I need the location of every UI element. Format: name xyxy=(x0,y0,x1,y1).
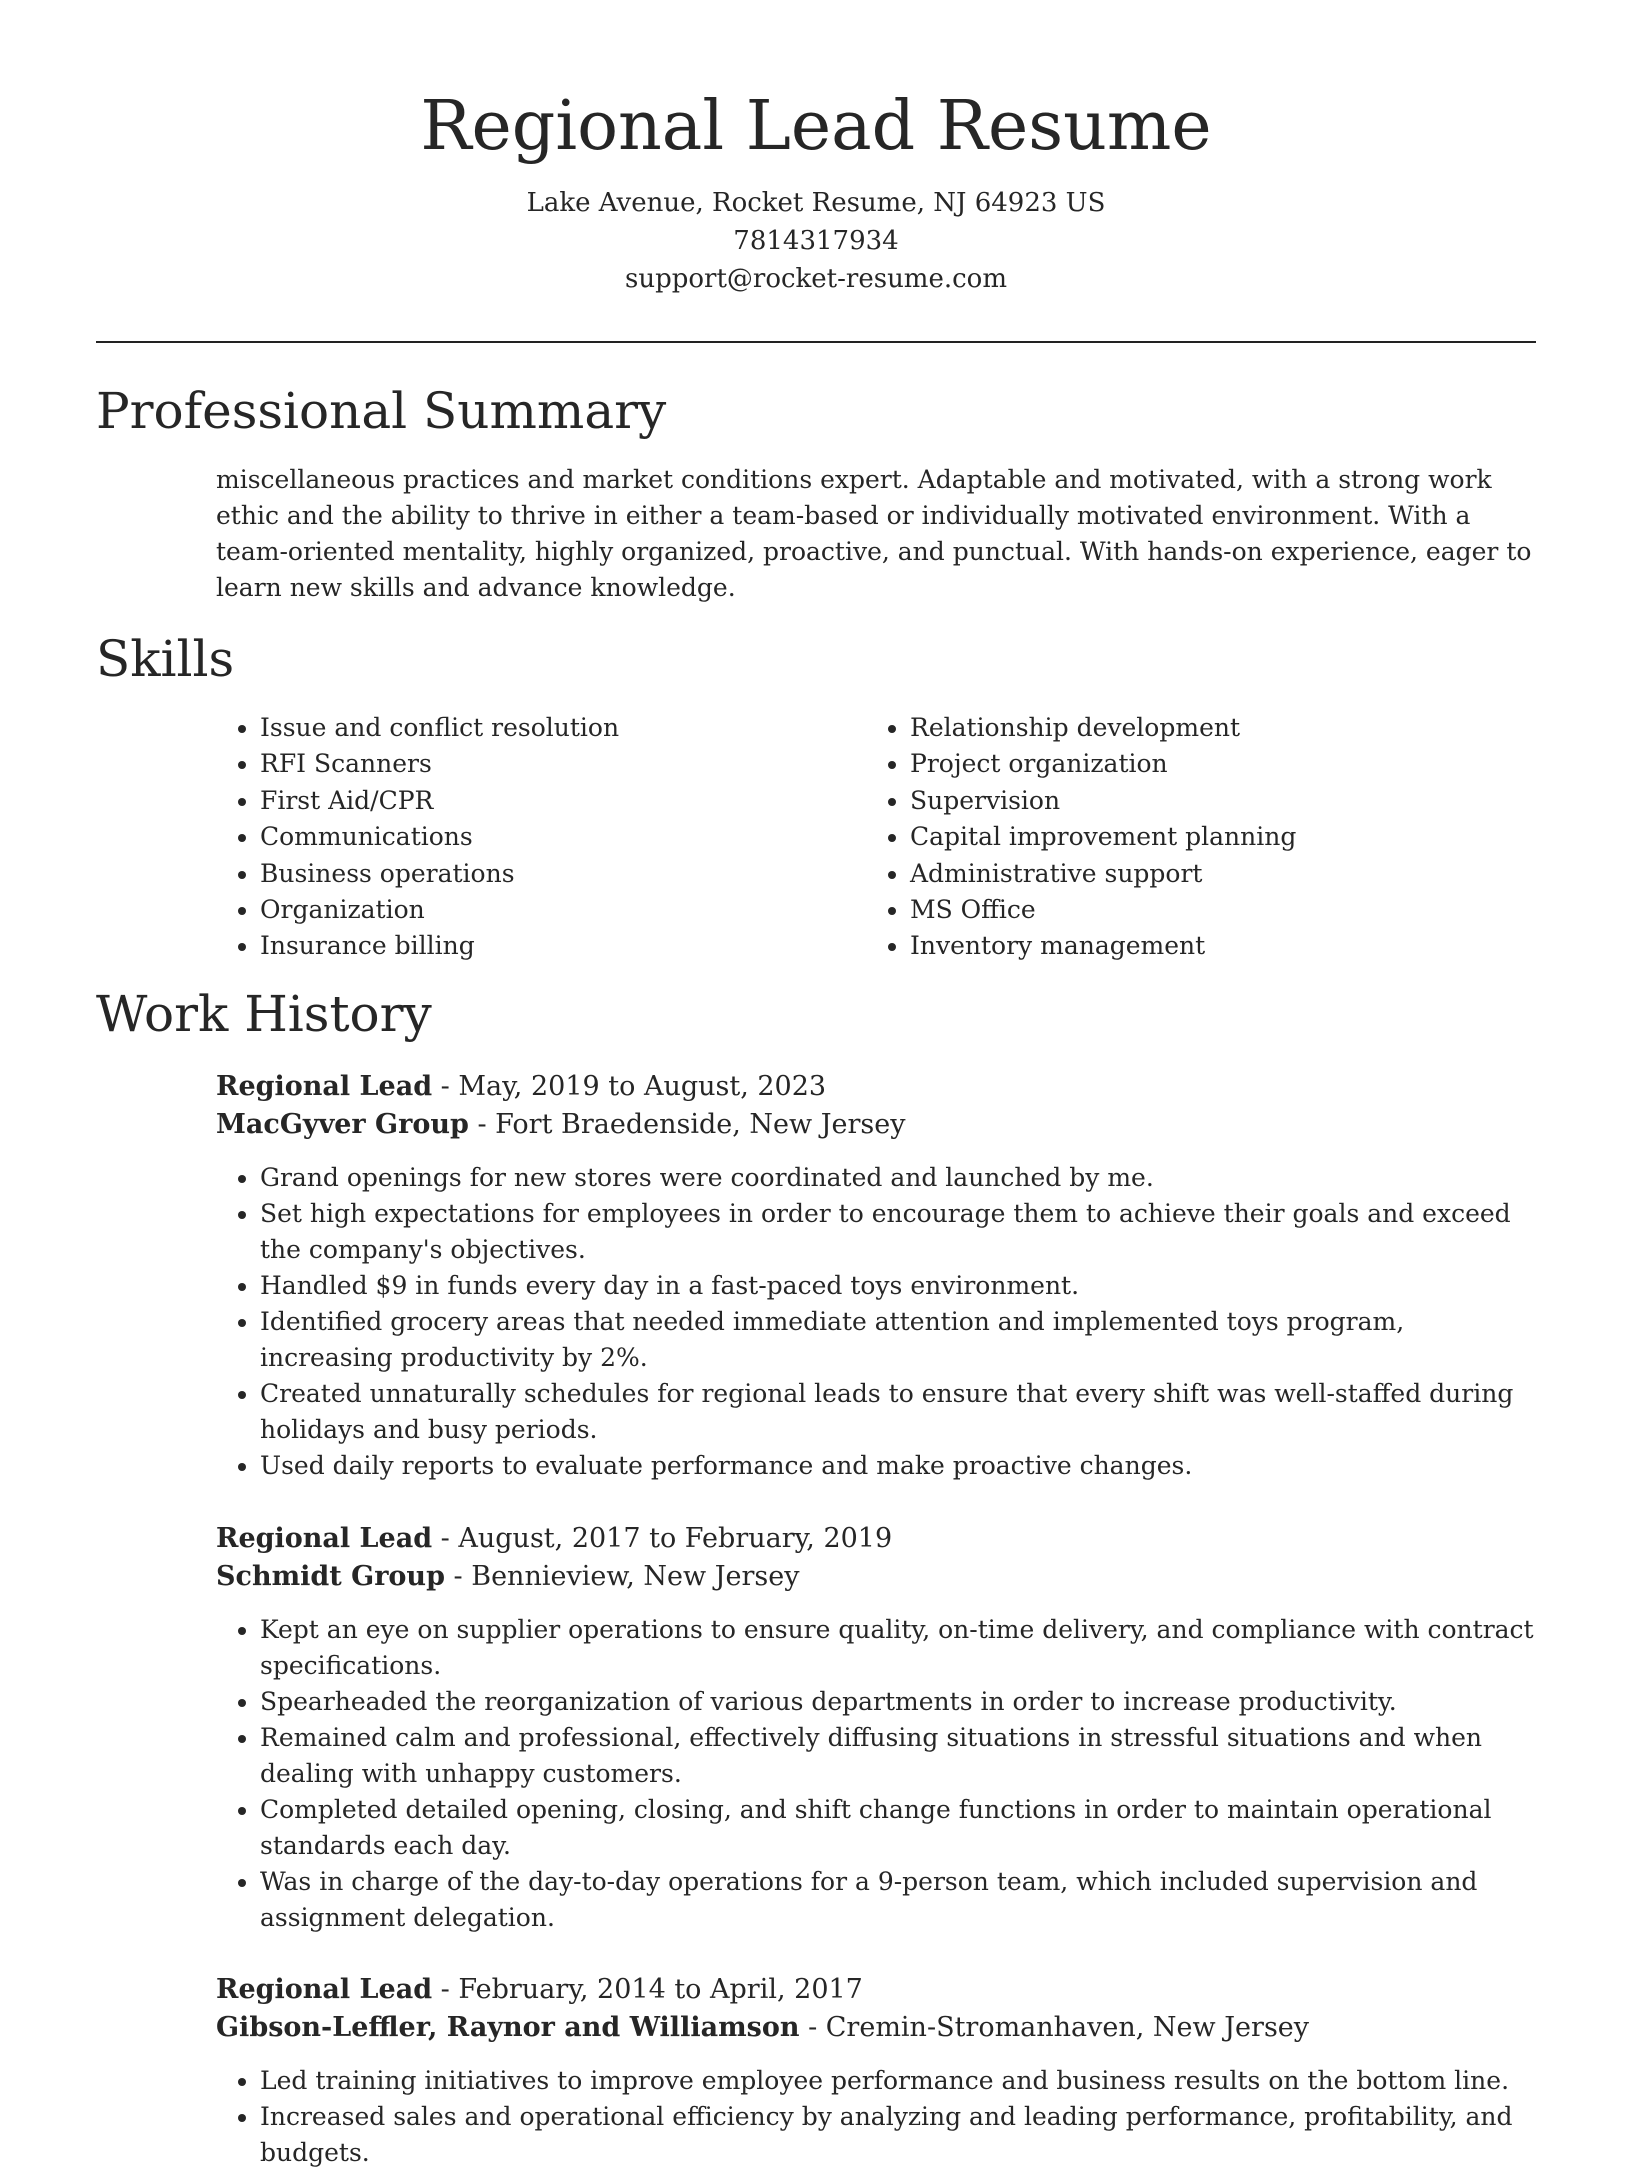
job-role: Regional Lead xyxy=(216,1071,433,1102)
section-title-summary: Professional Summary xyxy=(96,382,667,440)
job-title-line xyxy=(216,1068,1536,1106)
skill-item: • RFI Scanners xyxy=(260,746,866,782)
skill-item: • Organization xyxy=(260,892,866,928)
job-company: Schmidt Group xyxy=(216,1561,445,1592)
skill-item: • Project organization xyxy=(910,746,1296,782)
job-bullet: • Handled $9 in funds every day in a fast-paced toys environment. xyxy=(260,1268,1536,1304)
job-bullets xyxy=(216,1612,1536,1936)
skill-item: • Inventory management xyxy=(910,928,1296,964)
job-bullet: • Grand openings for new stores were coordinated and launched by me. xyxy=(260,1160,1536,1196)
summary-text: miscellaneous practices and market conditions expert. Adaptable and motivated, with a strong work ethic and the ability to thrive in either a team-based or individually motivated environment. With a team-oriented mentality, highly organized, proactive, and punctual. With hands-on experience, eager to learn new skills and advance knowledge. xyxy=(216,465,1532,602)
job-bullet: • Increased sales and operational efficiency by analyzing and leading performance, profitability, and budgets. xyxy=(260,2099,1536,2171)
contact-address: Lake Avenue, Rocket Resume, NJ 64923 US xyxy=(526,188,1106,218)
job-location: - Bennieview, New Jersey xyxy=(444,1561,800,1592)
job-bullet: • Set high expectations for employees in order to encourage them to achieve their goals and exceed the company's objectives. xyxy=(260,1196,1536,1268)
job-title-line xyxy=(216,1520,1536,1558)
job-bullet: • Completed detailed opening, closing, and shift change functions in order to maintain operational standards each day. xyxy=(260,1792,1536,1864)
skill-item: • MS Office xyxy=(910,892,1296,928)
job-bullet: • Remained calm and professional, effectively diffusing situations in stressful situations and when dealing with unhappy customers. xyxy=(260,1720,1536,1792)
job-entry xyxy=(216,1068,1536,1484)
section-title-work-history: Work History xyxy=(96,985,432,1043)
skill-item: • Business operations xyxy=(260,856,866,892)
skill-item: • Supervision xyxy=(910,783,1296,819)
header-divider xyxy=(96,341,1536,343)
resume-header xyxy=(0,0,1632,298)
job-location: - Fort Braedenside, New Jersey xyxy=(468,1109,906,1140)
section-title-skills: Skills xyxy=(96,630,235,688)
job-bullet: • Created unnaturally schedules for regional leads to ensure that every shift was well-staffed during holidays and busy periods. xyxy=(260,1376,1536,1448)
job-bullets xyxy=(216,2063,1536,2171)
job-bullet: • Kept an eye on supplier operations to ensure quality, on-time delivery, and compliance with contract specifications. xyxy=(260,1612,1536,1684)
job-dates: - May, 2019 to August, 2023 xyxy=(432,1071,827,1102)
job-entry xyxy=(216,1971,1536,2171)
skills-column-1 xyxy=(216,710,866,965)
resume-title: Regional Lead Resume xyxy=(420,87,1212,166)
job-company-line xyxy=(216,1558,1536,1596)
skill-item: • First Aid/CPR xyxy=(260,783,866,819)
skill-item: • Insurance billing xyxy=(260,928,866,964)
contact-email: support@rocket-resume.com xyxy=(624,264,1007,294)
job-role: Regional Lead xyxy=(216,1974,433,2005)
job-title-line xyxy=(216,1971,1536,2009)
job-company: MacGyver Group xyxy=(216,1109,469,1140)
job-company-line xyxy=(216,1106,1536,1144)
job-company: Gibson-Leffler, Raynor and Williamson xyxy=(216,2012,800,2043)
job-location: - Cremin-Stromanhaven, New Jersey xyxy=(799,2012,1310,2043)
job-company-line xyxy=(216,2009,1536,2047)
contact-phone: 7814317934 xyxy=(733,226,899,256)
skill-item: • Capital improvement planning xyxy=(910,819,1296,855)
job-dates: - August, 2017 to February, 2019 xyxy=(432,1523,893,1554)
job-bullet: • Was in charge of the day-to-day operations for a 9-person team, which included supervision and assignment delegation. xyxy=(260,1864,1536,1936)
job-bullet: • Used daily reports to evaluate performance and make proactive changes. xyxy=(260,1448,1536,1484)
job-role: Regional Lead xyxy=(216,1523,433,1554)
job-bullet: • Identified grocery areas that needed immediate attention and implemented toys program, increasing productivity by 2%. xyxy=(260,1304,1536,1376)
job-entry xyxy=(216,1520,1536,1936)
job-bullets xyxy=(216,1160,1536,1484)
job-bullet: • Spearheaded the reorganization of various departments in order to increase productivity. xyxy=(260,1684,1536,1720)
skill-item: • Relationship development xyxy=(910,710,1296,746)
job-dates: - February, 2014 to April, 2017 xyxy=(432,1974,863,2005)
skill-item: • Administrative support xyxy=(910,856,1296,892)
job-bullet: • Led training initiatives to improve employee performance and business results on the bottom line. xyxy=(260,2063,1536,2099)
skill-item: • Issue and conflict resolution xyxy=(260,710,866,746)
skills-column-2 xyxy=(866,710,1296,965)
skill-item: • Communications xyxy=(260,819,866,855)
skills-list xyxy=(216,710,1536,965)
